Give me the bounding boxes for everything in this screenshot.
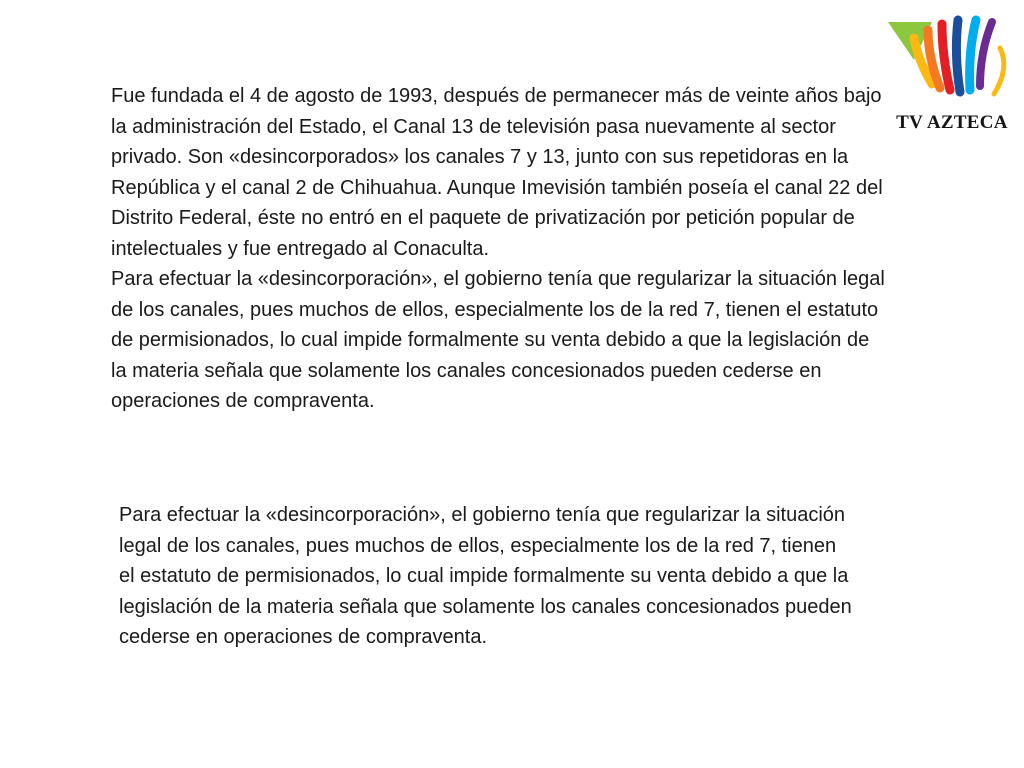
- tv-azteca-logo: [884, 12, 1020, 137]
- paragraph-desincorporacion-repeat: Para efectuar la «desincorporación», el gobierno tenía que regularizar la situación legal de los canales, pues muchos de ellos, especialmente los de la red 7, tienen el estatuto de permisionados, lo cual impide formalmente su venta debido a que la legislación de la materia señala que solamente los canales concesionados pueden cederse en operaciones de compraventa.: [119, 504, 852, 648]
- logo-caption: TV AZTECA: [896, 112, 1008, 133]
- tv-azteca-logo-icon: [884, 12, 1020, 112]
- secondary-text-block: [119, 500, 854, 653]
- paragraph-founding: Fue fundada el 4 de agosto de 1993, después de permanecer más de veinte años bajo la administración del Estado, el Canal 13 de televisión pasa nuevamente al sector privado. Son «desincorporados» los canales 7 y 13, junto con sus repetidoras en la República y el canal 2 de Chihuahua. Aunque Imevisión también poseía el canal 22 del Distrito Federal, éste no entró en el paquete de privatización por petición popular de intelectuales y fue entregado al Conaculta.: [111, 85, 883, 260]
- main-text-block: [111, 81, 886, 417]
- paragraph-desincorporacion: Para efectuar la «desincorporación», el gobierno tenía que regularizar la situación legal de los canales, pues muchos de ellos, especialmente los de la red 7, tienen el estatuto de permisionados, lo cual impide formalmente su venta debido a que la legislación de la materia señala que solamente los canales concesionados pueden cederse en operaciones de compraventa.: [111, 268, 885, 412]
